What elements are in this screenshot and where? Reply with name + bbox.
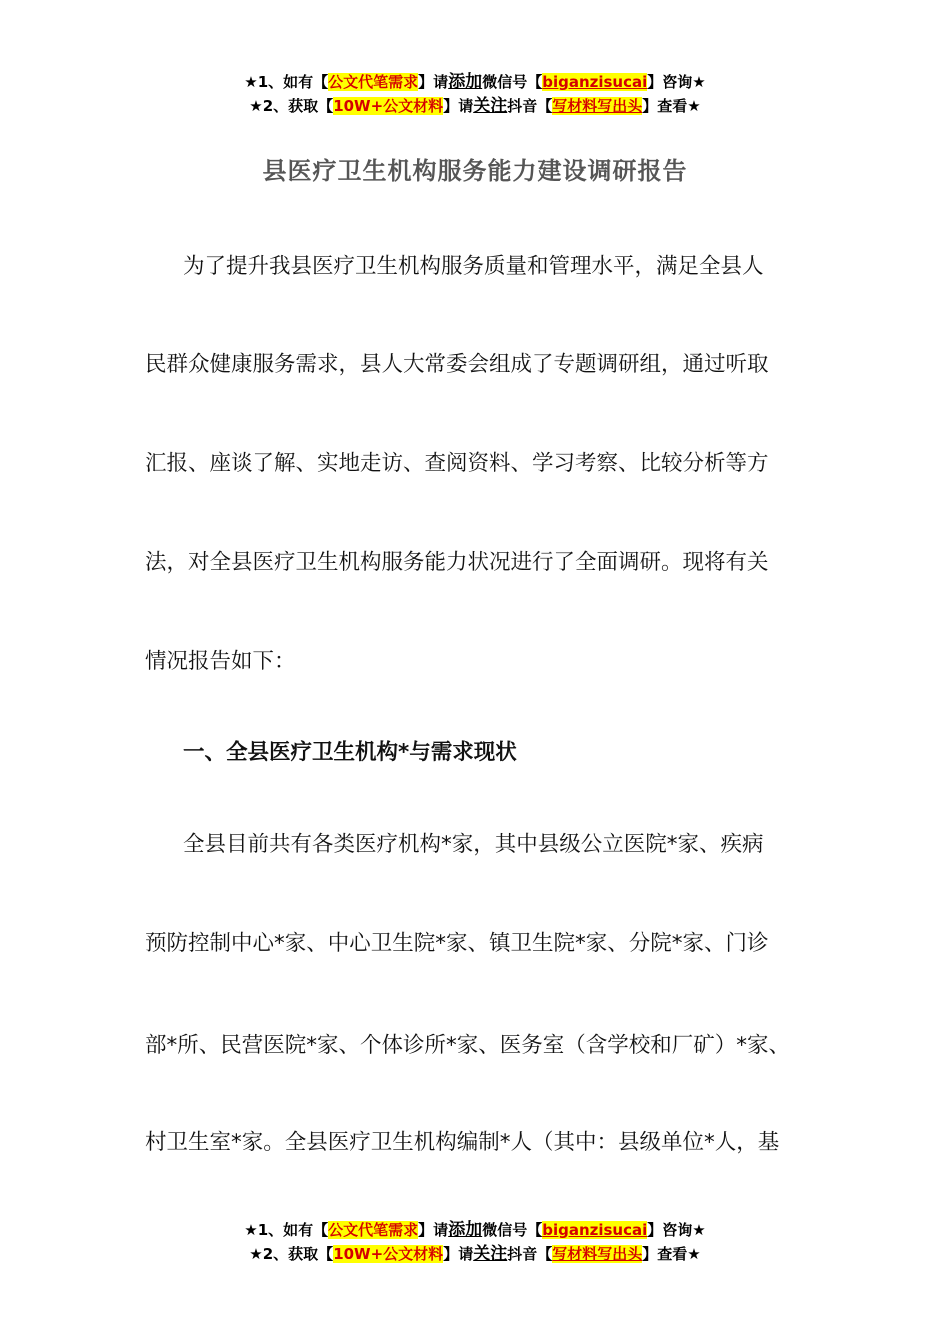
banner-text: ★2、获取【 xyxy=(249,1245,334,1263)
banner-text: ★1、如有【 xyxy=(244,1221,329,1239)
banner-text: 抖音【 xyxy=(507,97,553,115)
banner-text: ★1、如有【 xyxy=(244,73,329,91)
banner-emphasis: 关注 xyxy=(473,96,508,116)
banner-text: 】咨询★ xyxy=(647,73,706,91)
banner-text: 抖音【 xyxy=(507,1245,553,1263)
paragraph-line: 部*所、民营医院*家、个体诊所*家、医务室（含学校和厂矿）*家、 xyxy=(145,1033,791,1058)
paragraph-line: 情况报告如下： xyxy=(145,649,296,674)
banner-highlight: 公文代笔需求 xyxy=(328,1221,419,1239)
paragraph-line: 全县目前共有各类医疗机构*家，其中县级公立医院*家、疾病 xyxy=(183,832,764,857)
banner-wechat-id: biganzisucai xyxy=(542,73,648,91)
banner-text: 】请 xyxy=(418,73,449,91)
banner-highlight: 10W+公文材料 xyxy=(333,1245,444,1263)
banner-line-1 xyxy=(0,1218,950,1242)
banner-text: 微信号【 xyxy=(482,73,543,91)
banner-text: 】请 xyxy=(443,97,474,115)
document-title: 县医疗卫生机构服务能力建设调研报告 xyxy=(262,157,688,185)
banner-douyin-id: 写材料写出头 xyxy=(552,1245,643,1263)
banner-emphasis: 添加 xyxy=(448,1220,483,1240)
banner-wechat-id: biganzisucai xyxy=(542,1221,648,1239)
paragraph-line: 预防控制中心*家、中心卫生院*家、镇卫生院*家、分院*家、门诊 xyxy=(145,931,769,956)
banner-text: ★2、获取【 xyxy=(249,97,334,115)
paragraph-line: 村卫生室*家。全县医疗卫生机构编制*人（其中：县级单位*人，基 xyxy=(145,1130,780,1155)
banner-text: 】查看★ xyxy=(642,97,701,115)
banner-douyin-id: 写材料写出头 xyxy=(552,97,643,115)
top-banner xyxy=(0,70,950,118)
banner-text: 】咨询★ xyxy=(647,1221,706,1239)
banner-emphasis: 添加 xyxy=(448,72,483,92)
banner-highlight: 10W+公文材料 xyxy=(333,97,444,115)
section-heading: 一、全县医疗卫生机构*与需求现状 xyxy=(183,740,517,765)
banner-emphasis: 关注 xyxy=(473,1244,508,1264)
paragraph-line: 法，对全县医疗卫生机构服务能力状况进行了全面调研。现将有关 xyxy=(145,550,769,575)
banner-text: 】查看★ xyxy=(642,1245,701,1263)
banner-line-2 xyxy=(0,1242,950,1266)
paragraph-line: 民群众健康服务需求，县人大常委会组成了专题调研组，通过听取 xyxy=(145,352,769,377)
banner-text: 微信号【 xyxy=(482,1221,543,1239)
banner-text: 】请 xyxy=(418,1221,449,1239)
banner-text: 】请 xyxy=(443,1245,474,1263)
banner-line-1 xyxy=(0,70,950,94)
banner-line-2 xyxy=(0,94,950,118)
paragraph-line: 为了提升我县医疗卫生机构服务质量和管理水平，满足全县人 xyxy=(183,254,764,279)
paragraph-line: 汇报、座谈了解、实地走访、查阅资料、学习考察、比较分析等方 xyxy=(145,451,769,476)
bottom-banner xyxy=(0,1218,950,1266)
banner-highlight: 公文代笔需求 xyxy=(328,73,419,91)
